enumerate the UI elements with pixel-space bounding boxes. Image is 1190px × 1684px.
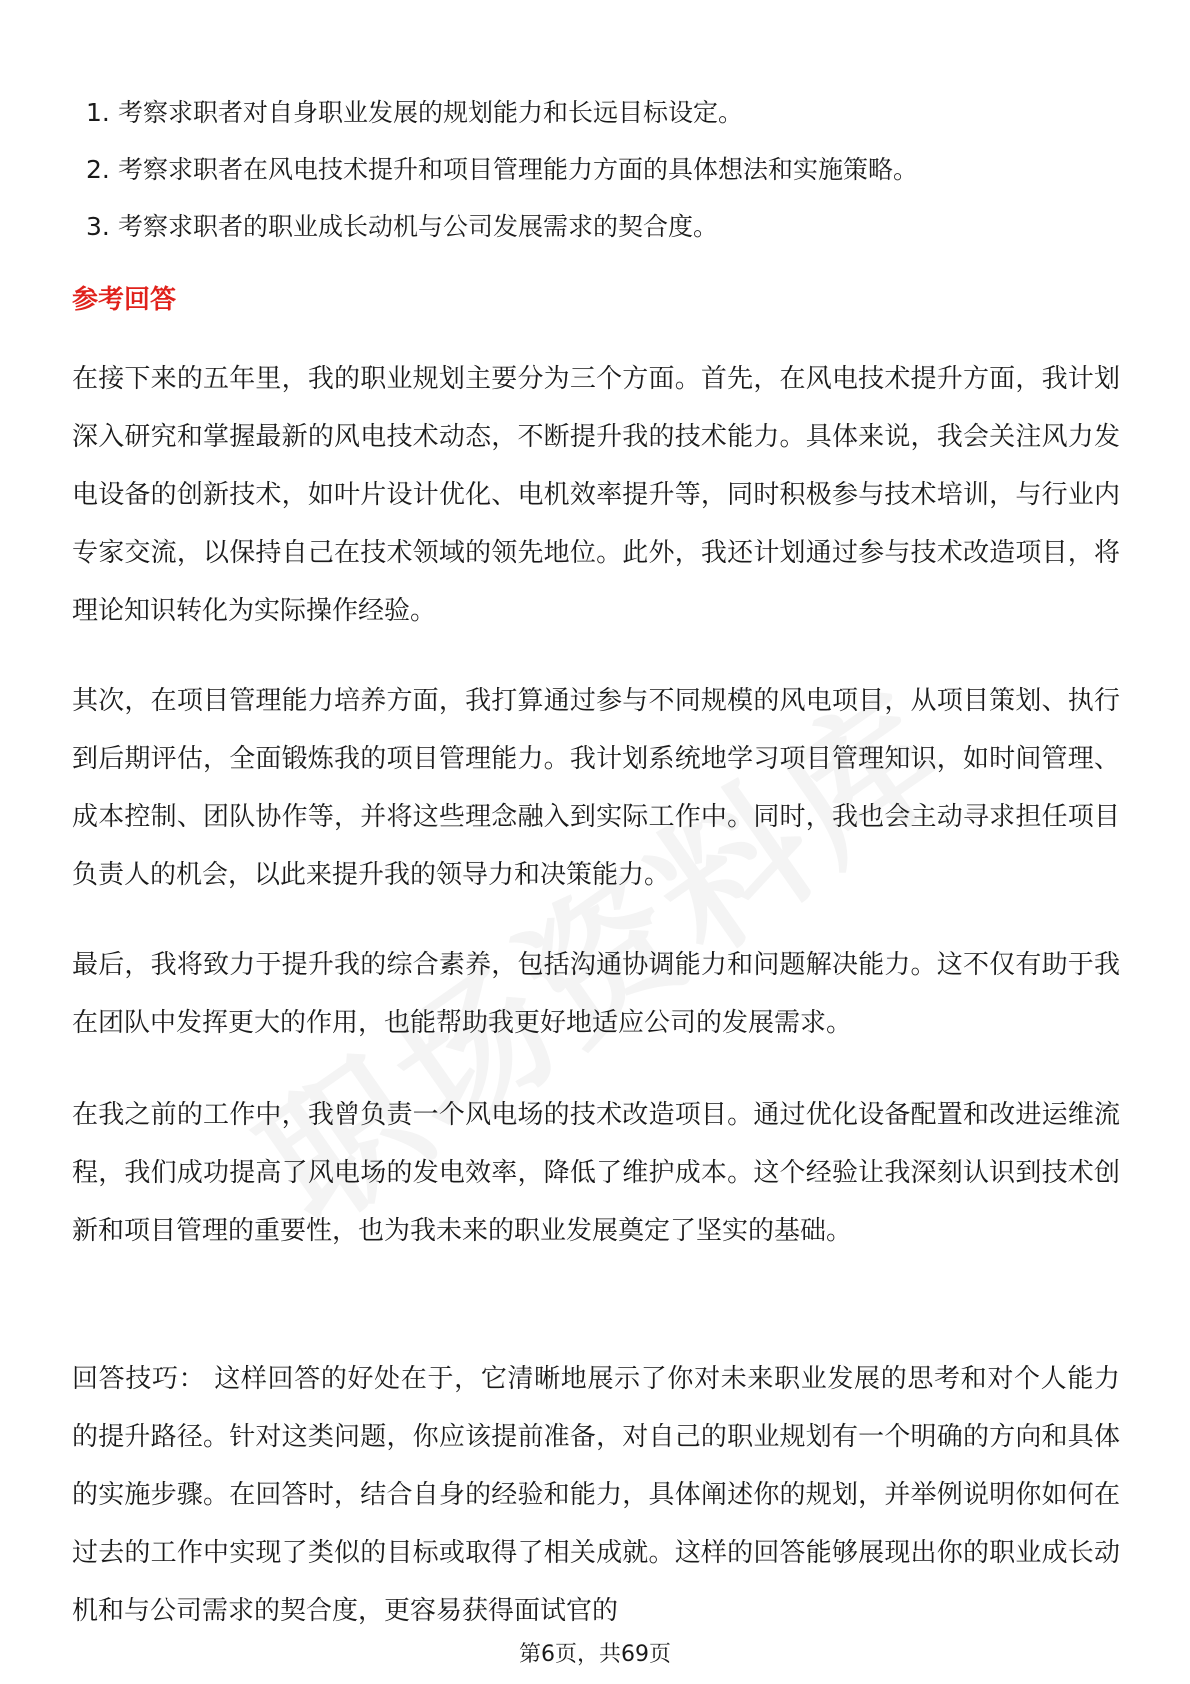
list-number: 2.: [86, 155, 110, 184]
list-number: 3.: [86, 212, 110, 241]
list-item: [86, 198, 1126, 255]
list-item: [86, 141, 1126, 198]
list-item: [86, 84, 1126, 141]
answer-paragraph: 最后，我将致力于提升我的综合素养，包括沟通协调能力和问题解决能力。这不仅有助于我在团队中发挥更大的作用，也能帮助我更好地适应公司的发展需求。: [72, 950, 1120, 1038]
reference-answer-heading: 参考回答: [72, 285, 177, 315]
page-number: 第6页，共69页: [519, 1642, 671, 1667]
list-number: 1.: [86, 98, 110, 127]
evaluation-list: [86, 84, 1126, 255]
list-text: 考察求职者的职业成长动机与公司发展需求的契合度。: [118, 212, 719, 241]
answer-paragraph: 在我之前的工作中，我曾负责一个风电场的技术改造项目。通过优化设备配置和改进运维流程，我们成功提高了风电场的发电效率，降低了维护成本。这个经验让我深刻认识到技术创新和项目管理的重要性，也为我未来的职业发展奠定了坚实的基础。: [72, 1100, 1120, 1246]
tips-paragraph: 回答技巧： 这样回答的好处在于，它清晰地展示了你对未来职业发展的思考和对个人能力的提升路径。针对这类问题，你应该提前准备，对自己的职业规划有一个明确的方向和具体的实施步骤。在回答时，结合自身的经验和能力，具体阐述你的规划，并举例说明你如何在过去的工作中实现了类似的目标或取得了相关成就。这样的回答能够展现出你的职业成长动机和与公司需求的契合度，更容易获得面试官的: [72, 1364, 1120, 1626]
list-text: 考察求职者在风电技术提升和项目管理能力方面的具体想法和实施策略。: [118, 155, 919, 184]
answer-paragraph: 其次，在项目管理能力培养方面，我打算通过参与不同规模的风电项目，从项目策划、执行到后期评估，全面锻炼我的项目管理能力。我计划系统地学习项目管理知识，如时间管理、成本控制、团队协作等，并将这些理念融入到实际工作中。同时，我也会主动寻求担任项目负责人的机会，以此来提升我的领导力和决策能力。: [72, 686, 1120, 890]
answer-paragraph: 在接下来的五年里，我的职业规划主要分为三个方面。首先，在风电技术提升方面，我计划深入研究和掌握最新的风电技术动态，不断提升我的技术能力。具体来说，我会关注风力发电设备的创新技术，如叶片设计优化、电机效率提升等，同时积极参与技术培训，与行业内专家交流，以保持自己在技术领域的领先地位。此外，我还计划通过参与技术改造项目，将理论知识转化为实际操作经验。: [72, 364, 1120, 626]
list-text: 考察求职者对自身职业发展的规划能力和长远目标设定。: [118, 98, 744, 127]
